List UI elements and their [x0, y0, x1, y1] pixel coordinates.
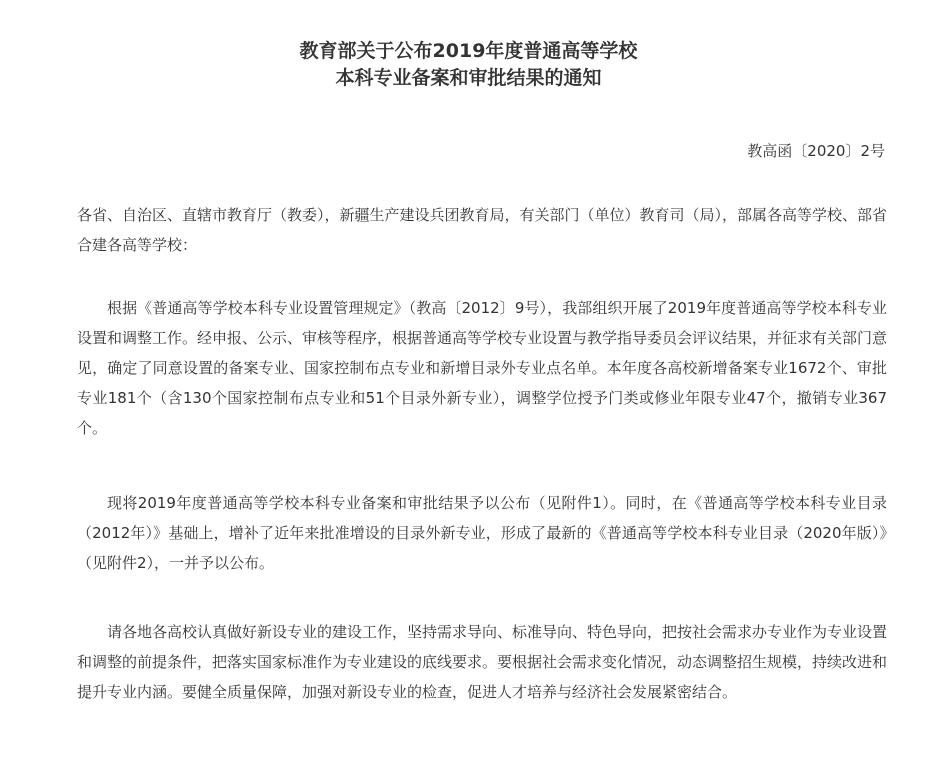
addressee-paragraph: 各省、自治区、直辖市教育厅（教委），新疆生产建设兵团教育局，有关部门（单位）教育司（局），部属各高等学校、部省合建各高等学校： — [77, 206, 888, 254]
notice-title-line-2: 本科专业备案和审批结果的通知 — [335, 67, 602, 89]
document-number: 教高函〔2020〕2号 — [747, 142, 885, 160]
body-paragraph-1: 根据《普通高等学校本科专业设置管理规定》（教高〔2012〕9号），我部组织开展了2019年度普通高等学校本科专业设置和调整工作。经申报、公示、审核等程序，根据普通高等学校专业设置与教学指导委员会评议结果，并征求有关部门意见，确定了同意设置的备案专业、国家控制布点专业和新增目录外专业点名单。本年度各高校新增备案专业1672个、审批专业181个（含130个国家控制布点专业和51个目录外新专业），调整学位授予门类或修业年限专业47个，撤销专业367个。 — [77, 299, 888, 437]
body-paragraph-2: 现将2019年度普通高等学校本科专业备案和审批结果予以公布（见附件1）。同时，在《普通高等学校本科专业目录（2012年）》基础上，增补了近年来批准增设的目录外新专业，形成了最新的《普通高等学校本科专业目录（2020年版）》（见附件2），一并予以公布。 — [77, 494, 887, 572]
body-paragraph-3: 请各地各高校认真做好新设专业的建设工作，坚持需求导向、标准导向、特色导向，把按社会需求办专业作为专业设置和调整的前提条件，把落实国家标准作为专业建设的底线要求。要根据社会需求变化情况，动态调整招生规模，持续改进和提升专业内涵。要健全质量保障，加强对新设专业的检查，促进人才培养与经济社会发展紧密结合。 — [77, 623, 888, 701]
notice-title-line-1: 教育部关于公布2019年度普通高等学校 — [299, 40, 638, 62]
